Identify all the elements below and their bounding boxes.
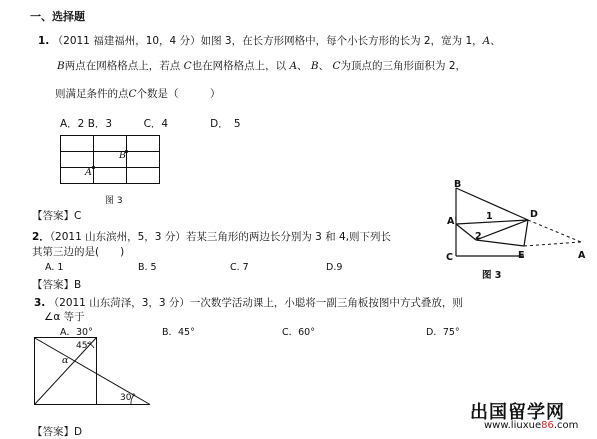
right-fig-label-b: B [454, 179, 462, 190]
q1-fig-label-b: B [119, 150, 126, 161]
q2-stem: （2011 山东滨州，5，3 分）若某三角形的两边长分别为 3 和 4,则下列长 [49, 231, 392, 243]
right-fig-label-2: 2 [475, 231, 482, 242]
q1-line2-c: C [183, 60, 192, 72]
q1-answer-value: C [74, 210, 82, 222]
q1-line3-c: C [128, 88, 137, 100]
q1-options: A．2 B．3 C．4 D． 5 [60, 118, 241, 130]
q2-number: 2． [32, 231, 50, 243]
watermark-url-suffix: .com [553, 420, 579, 431]
q1-answer-label: 【答案】 [32, 210, 74, 222]
watermark-url-prefix: www.liuxue [484, 420, 542, 431]
right-fig-caption: 图 3 [482, 270, 502, 281]
grid-point-a [92, 166, 95, 169]
q1-line2-mid: 两点在网格格点上，若点 [64, 60, 181, 72]
q2-option-a: A. 1 [45, 262, 64, 273]
right-fig-label-a: A [578, 250, 586, 261]
watermark-url [484, 420, 578, 431]
q1-line1 [38, 33, 501, 48]
q1-number: 1. [38, 35, 50, 47]
right-fig-label-e: E [518, 250, 525, 261]
q1-grid-figure [60, 135, 160, 185]
q3-answer-value: D [74, 426, 83, 438]
q1-line2-end: 为顶点的三角形面积为 2， [340, 60, 467, 72]
watermark-cn: 出国留学网 [470, 402, 565, 423]
q3-fig-alpha: α [62, 355, 69, 366]
q2-answer [32, 277, 81, 292]
q1-line2-a2: A [289, 60, 298, 72]
q2-line2: 其第三边的是( ) [32, 246, 125, 258]
q3-option-d: D．75° [426, 327, 460, 338]
q2-answer-value: B [74, 279, 82, 291]
q1-line2-sep2: 、 [318, 60, 330, 72]
q2-option-b: B. 5 [138, 262, 157, 273]
q1-line2-b2: B [310, 60, 319, 72]
q3-fig-45: 45° [76, 341, 92, 351]
q1-line2-mid2: 也在网格格点上，以 [191, 60, 287, 72]
q3-option-b: B．45° [162, 327, 195, 338]
q1-line3 [55, 86, 221, 101]
right-geometry-figure [436, 178, 596, 283]
q3-number: 3. [34, 297, 46, 309]
right-fig-label-a-prime: A' [447, 216, 458, 227]
q1-sep: 、 [490, 35, 501, 47]
q1-line2-sep1: 、 [297, 60, 308, 72]
q1-line2 [57, 58, 466, 73]
q3-fig-30: 30° [120, 393, 136, 403]
q1-line2-b: B [57, 60, 65, 72]
q1-fig-label-a: A [85, 167, 92, 178]
section-title: 一、选择题 [30, 10, 85, 23]
q1-line2-c2: C [332, 60, 341, 72]
q3-line1 [34, 295, 463, 310]
q3-option-a: A．30° [60, 327, 93, 338]
q2-answer-label: 【答案】 [32, 279, 74, 291]
right-fig-label-c: C [446, 252, 453, 263]
right-fig-label-d: D [530, 209, 538, 220]
q3-stem: （2011 山东菏泽，3，3 分）一次数学活动课上，小聪将一副三角板按图中方式叠放，则 [48, 297, 463, 309]
q1-answer [32, 208, 81, 223]
q3-triangle-figure [34, 337, 154, 407]
q3-line2: ∠α 等于 [44, 311, 85, 323]
q2-line1 [32, 229, 391, 244]
right-fig-label-1: 1 [486, 211, 493, 222]
q1-stem: （2011 福建福州，10，4 分）如图 3，在长方形网格中，每个小长方形的长为 2，宽为 1， [52, 35, 483, 47]
q3-option-c: C．60° [282, 327, 315, 338]
watermark-url-num: 86 [541, 420, 554, 431]
q1-fig-caption: 图 3 [105, 196, 123, 206]
q3-answer-label: 【答案】 [32, 426, 74, 438]
q1-point-a: A [482, 35, 491, 47]
q2-option-c: C. 7 [230, 262, 249, 273]
q1-line3-start: 则满足条件的点 [55, 88, 129, 100]
q2-option-d: D.9 [326, 262, 343, 273]
q1-line3-end: 个数是（ ） [136, 88, 221, 100]
q3-answer [32, 424, 82, 439]
